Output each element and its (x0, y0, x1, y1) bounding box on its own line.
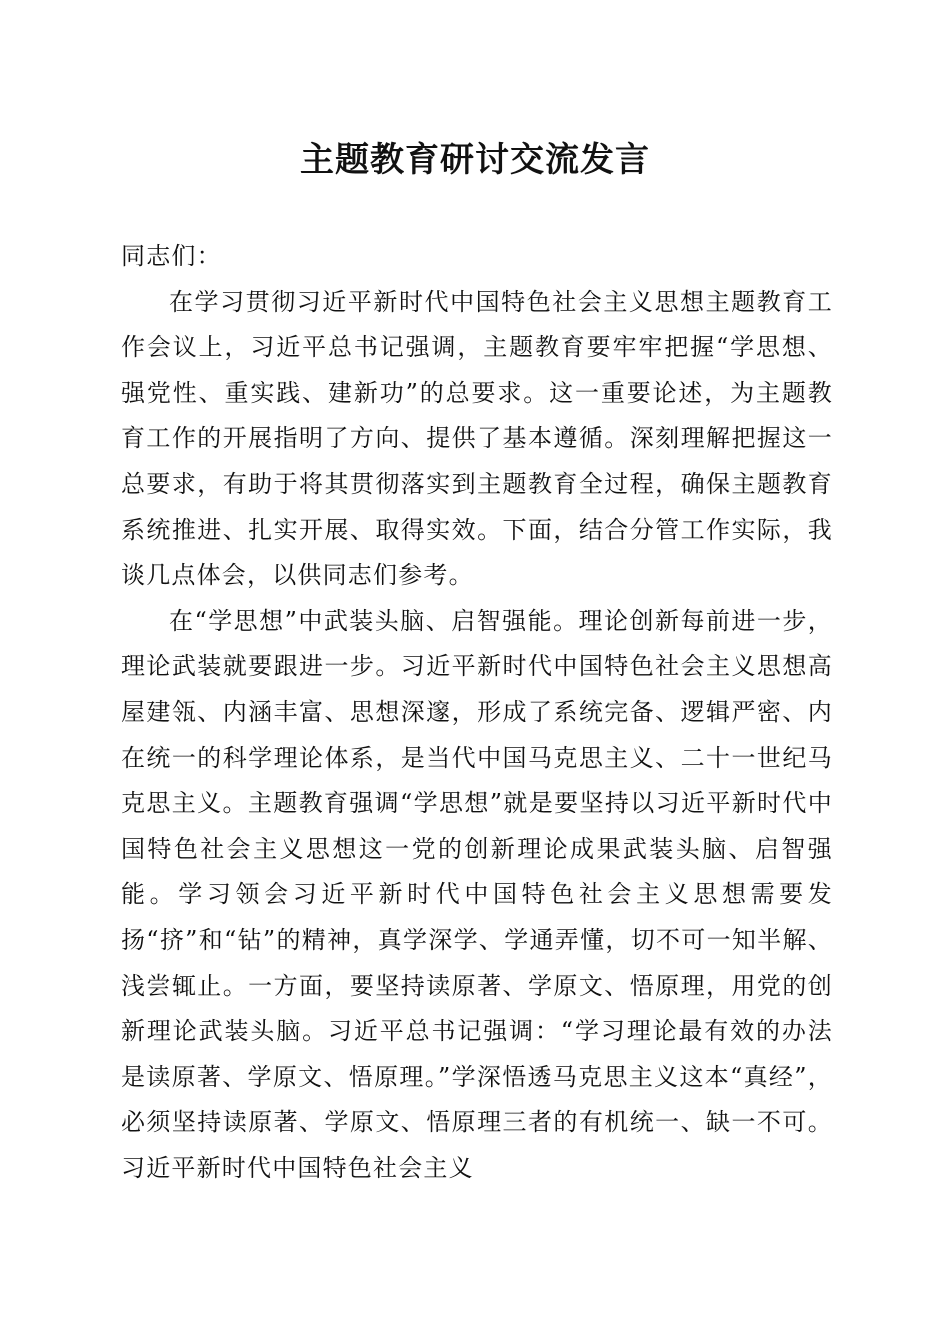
salutation: 同志们： (121, 242, 222, 270)
document-title: 主题教育研讨交流发言 (300, 140, 650, 180)
paragraph-1: 在学习贯彻习近平新时代中国特色社会主义思想主题教育工作会议上，习近平总书记强调，主题教育要牢牢把握“学思想、强党性、重实践、建新功”的总要求。这一重要论述，为主题教育工作的开展指明了方向、提供了基本遵循。深刻理解把握这一总要求，有助于将其贯彻落实到主题教育全过程，确保主题教育系统推进、扎实开展、取得实效。下面，结合分管工作实际，我谈几点体会，以供同志们参考。 (121, 287, 833, 590)
paragraph-2: 在“学思想”中武装头脑、启智强能。理论创新每前进一步，理论武装就要跟进一步。习近平新时代中国特色社会主义思想高屋建瓴、内涵丰富、思想深邃，形成了系统完备、逻辑严密、内在统一的科学理论体系，是当代中国马克思主义、二十一世纪马克思主义。主题教育强调“学思想”就是要坚持以习近平新时代中国特色社会主义思想这一党的创新理论成果武装头脑、启智强能。学习领会习近平新时代中国特色社会主义思想需要发扬“挤”和“钻”的精神，真学深学、学通弄懂，切不可一知半解、浅尝辄止。一方面，要坚持读原著、学原文、悟原理，用党的创新理论武装头脑。习近平总书记强调：“学习理论最有效的办法是读原著、学原文、悟原理。”学深悟透马克思主义这本“真经”，必须坚持读原著、学原文、悟原理三者的有机统一、缺一不可。习近平新时代中国特色社会主义 (121, 606, 833, 1182)
document-body (121, 234, 833, 1191)
